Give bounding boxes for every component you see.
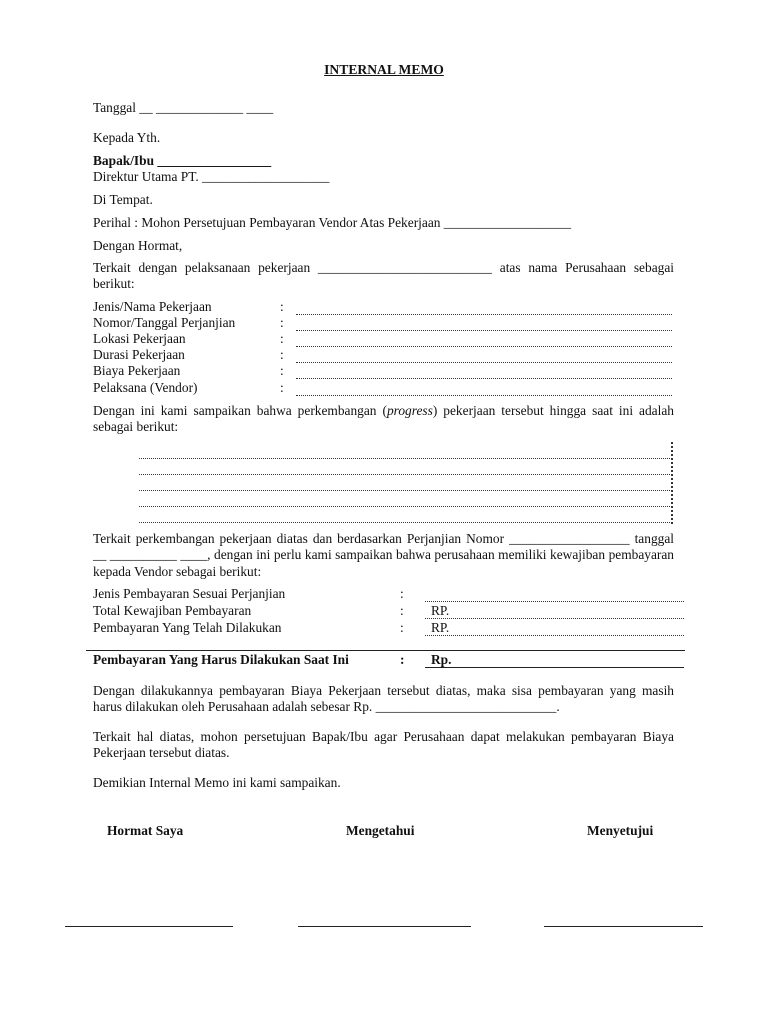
- detail-label: Jenis/Nama Pekerjaan: [93, 299, 212, 314]
- detail-colon: :: [280, 347, 284, 362]
- subject-line: Perihal : Mohon Persetujuan Pembayaran Vendor Atas Pekerjaan ___________________: [93, 215, 572, 230]
- recipient-name: Bapak/Ibu _________________: [93, 153, 272, 168]
- signature-line-sender: [65, 926, 233, 927]
- detail-label: Nomor/Tanggal Perjanjian: [93, 315, 236, 330]
- detail-fill-line: [296, 395, 672, 396]
- detail-fill-line: [296, 346, 672, 347]
- payment-label: Jenis Pembayaran Sesuai Perjanjian: [93, 586, 286, 601]
- progress-fill-line: [139, 458, 672, 459]
- payment-due-colon: :: [400, 652, 405, 667]
- detail-colon: :: [280, 331, 284, 346]
- payment-value: RP.: [431, 620, 450, 635]
- detail-fill-line: [296, 362, 672, 363]
- signature-line-approve: [544, 926, 703, 927]
- greeting: Dengan Hormat,: [93, 238, 183, 253]
- payment-colon: :: [400, 586, 404, 601]
- detail-label: Biaya Pekerjaan: [93, 363, 181, 378]
- progress-box-border: [671, 442, 673, 524]
- detail-fill-line: [296, 330, 672, 331]
- detail-fill-line: [296, 378, 672, 379]
- progress-text-after: ) pekerjaan tersebut hingga saat ini adalah sebagai berikut:: [93, 403, 674, 435]
- memo-title: INTERNAL MEMO: [324, 62, 444, 77]
- payment-fill-line: [425, 635, 684, 636]
- progress-italic: progress: [386, 403, 433, 418]
- recipient-intro: Kepada Yth.: [93, 130, 161, 145]
- progress-text-before: Dengan ini kami sampaikan bahwa perkembangan (: [93, 403, 387, 418]
- progress-fill-line: [139, 506, 672, 507]
- payment-due-label: Pembayaran Yang Harus Dilakukan Saat Ini: [93, 652, 349, 667]
- payment-due-underline: [425, 667, 684, 668]
- progress-paragraph: [93, 403, 674, 436]
- payment-colon: :: [400, 603, 404, 618]
- recipient-title: Direktur Utama PT. ___________________: [93, 169, 330, 184]
- closing-line: Demikian Internal Memo ini kami sampaikan.: [93, 775, 341, 790]
- detail-colon: :: [280, 363, 284, 378]
- payment-label: Total Kewajiban Pembayaran: [93, 603, 252, 618]
- progress-fill-line: [139, 474, 672, 475]
- payment-value: RP.: [431, 603, 450, 618]
- signature-title-approve: Menyetujui: [587, 823, 654, 838]
- payment-colon: :: [400, 620, 404, 635]
- detail-colon: :: [280, 299, 284, 314]
- signature-title-sender: Hormat Saya: [107, 823, 184, 838]
- recipient-location: Di Tempat.: [93, 192, 153, 207]
- signature-title-acknowledge: Mengetahui: [346, 823, 415, 838]
- approval-paragraph: Terkait hal diatas, mohon persetujuan Bapak/Ibu agar Perusahaan dapat melakukan pembayaran Biaya Pekerjaan tersebut diatas.: [93, 729, 674, 761]
- date-line: Tanggal __ _____________ ____: [93, 100, 274, 115]
- intro-paragraph: Terkait dengan pelaksanaan pekerjaan __________________________ atas nama Perusahaan sebagai berikut:: [93, 260, 674, 292]
- detail-fill-line: [296, 314, 672, 315]
- progress-fill-line: [139, 490, 672, 491]
- payment-fill-line: [425, 601, 684, 602]
- detail-colon: :: [280, 315, 284, 330]
- progress-fill-line: [139, 522, 672, 523]
- remaining-paragraph: Dengan dilakukannya pembayaran Biaya Pekerjaan tersebut diatas, maka sisa pembayaran yang masih harus dilakukan oleh Perusahaan adalah sebesar Rp. ___________________________.: [93, 683, 674, 715]
- detail-colon: :: [280, 380, 284, 395]
- payment-label: Pembayaran Yang Telah Dilakukan: [93, 620, 282, 635]
- agreement-paragraph: Terkait perkembangan pekerjaan diatas dan berdasarkan Perjanjian Nomor __________________ tanggal __ __________ ____, dengan ini perlu kami sampaikan bahwa perusahaan memiliki kewajiban pembayaran kepada Vendor sebagai berikut:: [93, 531, 674, 579]
- detail-label: Lokasi Pekerjaan: [93, 331, 186, 346]
- signature-line-acknowledge: [298, 926, 471, 927]
- payment-fill-line: [425, 618, 684, 619]
- payment-due-value: Rp.: [431, 652, 452, 667]
- detail-label: Durasi Pekerjaan: [93, 347, 185, 362]
- detail-label: Pelaksana (Vendor): [93, 380, 198, 395]
- payment-divider: [86, 650, 685, 651]
